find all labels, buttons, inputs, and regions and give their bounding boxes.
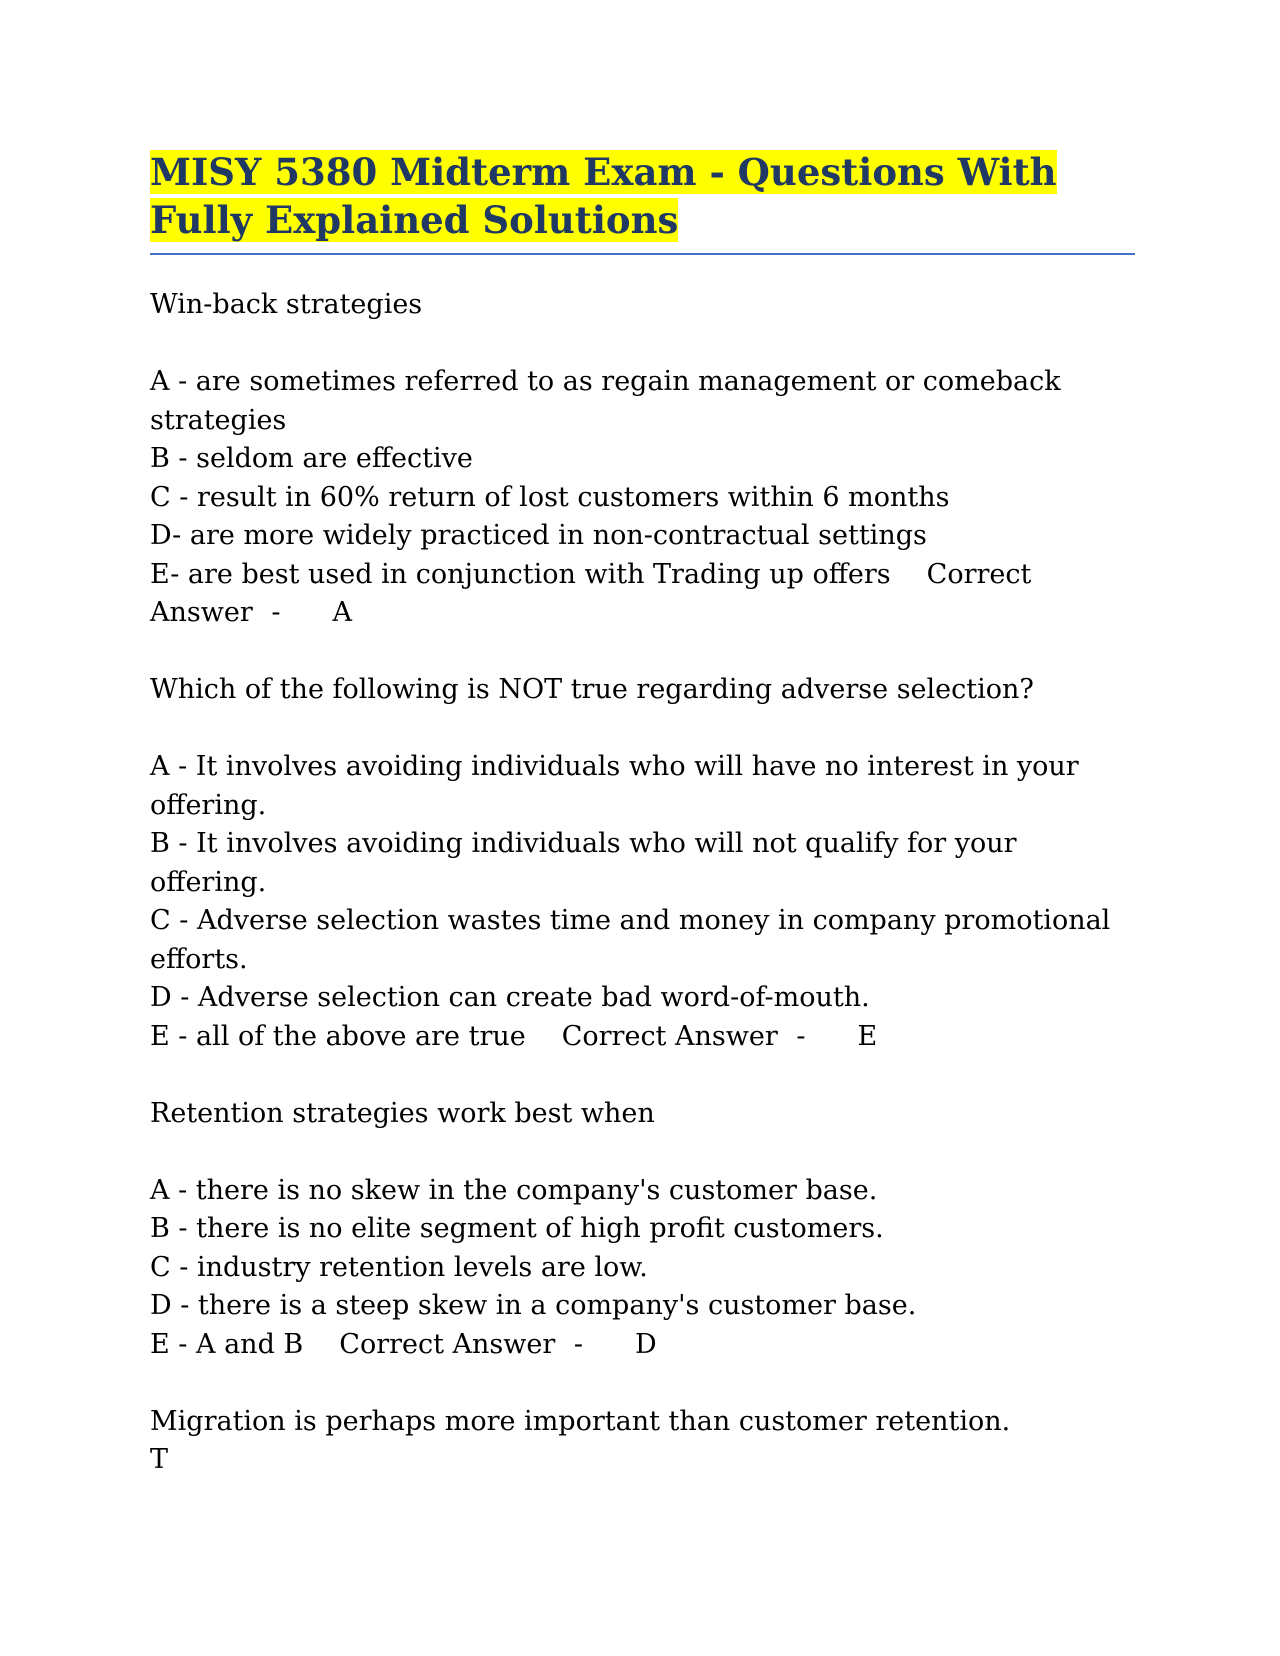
question-prompt: Retention strategies work best when [150, 1097, 655, 1129]
question-block [150, 1403, 1135, 1480]
question-prompt: Migration is perhaps more important than customer retention. [150, 1405, 1011, 1437]
correct-answer-value: T [150, 1444, 169, 1475]
question-block [150, 1095, 1135, 1365]
option-c: C - Adverse selection wastes time and money in company promotional efforts. [150, 905, 1111, 975]
document-title [150, 148, 1135, 244]
option-list [150, 363, 1135, 633]
question-block [150, 671, 1135, 1056]
option-b: B - It involves avoiding individuals who will not qualify for your offering. [150, 828, 1017, 898]
correct-answer-dash: - [573, 1328, 583, 1360]
option-e-with-answer [150, 1018, 1135, 1057]
option-c: C - result in 60% return of lost customers within 6 months [150, 481, 950, 513]
document-body [150, 286, 1135, 1480]
question-prompt: Win-back strategies [150, 289, 423, 320]
correct-answer-value: A [332, 597, 352, 628]
option-list [150, 1172, 1135, 1365]
option-e: E - all of the above are true [150, 1020, 526, 1052]
correct-answer-dash: - [796, 1020, 806, 1052]
option-d: D- are more widely practiced in non-contractual settings [150, 520, 927, 551]
option-e-with-answer [150, 556, 1135, 633]
correct-answer-value: E [857, 1020, 878, 1052]
option-e: E- are best used in conjunction with Trading up offers [150, 558, 891, 590]
option-d: D - Adverse selection can create bad word-of-mouth. [150, 982, 870, 1013]
option-a: A - It involves avoiding individuals who will have no interest in your offering. [150, 751, 1079, 821]
option-b: B - seldom are effective [150, 443, 473, 474]
option-e: E - A and B [150, 1328, 304, 1360]
option-list [150, 748, 1135, 1056]
title-divider [150, 253, 1135, 255]
correct-answer-label: Correct Answer [561, 1020, 778, 1052]
option-c: C - industry retention levels are low. [150, 1251, 648, 1283]
correct-answer-value: D [635, 1328, 657, 1360]
question-prompt: Which of the following is NOT true regarding adverse selection? [150, 674, 1034, 705]
option-e-with-answer [150, 1326, 1135, 1365]
correct-answer-label: Correct Answer [339, 1328, 556, 1360]
correct-answer-dash: - [271, 597, 281, 628]
option-a: A - there is no skew in the company's customer base. [150, 1174, 878, 1206]
option-b: B - there is no elite segment of high profit customers. [150, 1213, 884, 1244]
question-block [150, 286, 1135, 633]
document-title-text: MISY 5380 Midterm Exam - Questions With Fully Explained Solutions [150, 150, 1057, 242]
correct-answer-label: Correct Answer [150, 558, 1032, 628]
option-a: A - are sometimes referred to as regain management or comeback strategies [150, 366, 1061, 436]
option-d: D - there is a steep skew in a company's customer base. [150, 1290, 917, 1321]
